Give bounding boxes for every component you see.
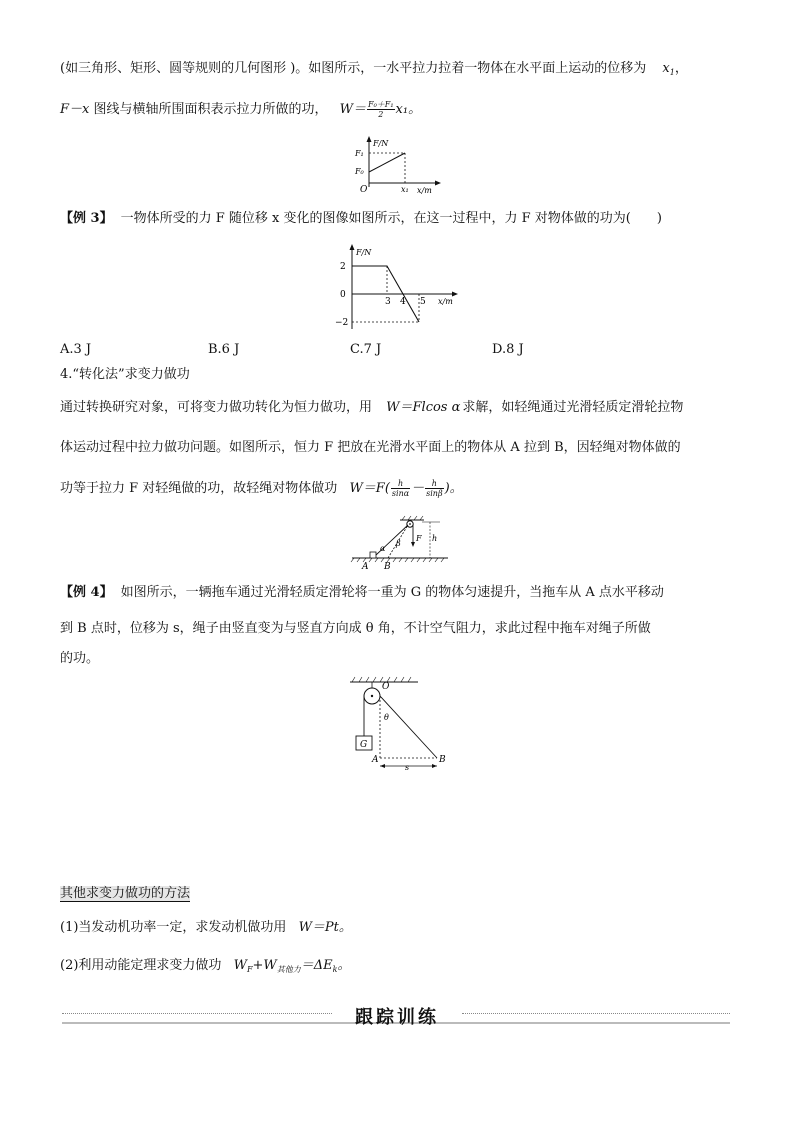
example3-line	[60, 210, 662, 228]
figure-pulley-tow	[342, 676, 454, 772]
fig4-label-O: O	[382, 682, 390, 692]
fig3-label-beta: β	[396, 539, 401, 548]
fig1-x-tick: x₁	[401, 185, 409, 194]
intro-line-2	[60, 100, 421, 119]
fig1-xlabel: x/m	[417, 186, 432, 195]
fig1-y-hi: F₁	[355, 149, 364, 158]
x1-var: $x_1$	[662, 61, 675, 77]
fig1-origin: O	[360, 185, 368, 195]
fig4-label-G: G	[360, 740, 368, 750]
method-1-formula: W＝Pt。	[298, 920, 352, 935]
fig2-xtick-4: 4	[400, 297, 406, 307]
punct: ，	[674, 61, 688, 76]
figure-force-linear	[345, 135, 445, 197]
method-1	[60, 919, 352, 937]
footer-section-title: 跟踪训练	[355, 1007, 439, 1028]
fig1-ylabel: F/N	[373, 139, 389, 148]
section4-title: 4.“转化法”求变力做功	[60, 367, 190, 382]
fig2-ytick-0: 0	[340, 290, 346, 300]
example3-tag: 【例 3】	[60, 211, 113, 226]
fig3-label-h: h	[432, 534, 438, 543]
fig2-ylabel: F/N	[356, 248, 372, 257]
example4-line-2: 到 B 点时，位移为 s，绳子由竖直变为与竖直方向成 θ 角，不计空气阻力，求此过程中拖车对绳子所做	[60, 621, 651, 636]
example4-text-1: 如图所示，一辆拖车通过光滑轻质定滑轮将一重为 G 的物体匀速提升，当拖车从 A 点水平移动	[120, 585, 664, 600]
fig4-label-A: A	[372, 755, 379, 765]
section4-text-1b: 求解，如轻绳通过光滑轻质定滑轮拉物	[462, 400, 684, 415]
method-1-text: (1)当发动机功率一定，求发动机做功用	[60, 920, 287, 935]
option-b[interactable]: B.6 J	[208, 342, 240, 357]
option-d[interactable]: D.8 J	[492, 342, 524, 357]
fig4-label-s: s	[405, 763, 410, 772]
fig3-label-B: B	[384, 562, 391, 570]
fig2-ytick-2: 2	[340, 262, 346, 272]
intro-text-1: (如三角形、矩形、圆等规则的几何图形 )。如图所示，一水平拉力拉着一物体在水平面上运动的位移为	[60, 61, 647, 76]
fig4-label-B: B	[439, 755, 446, 765]
fig2-xlabel: x/m	[438, 297, 453, 306]
intro-text-2: 图线与横轴所围面积表示拉力所做的功，	[89, 102, 328, 117]
work-formula: W＝ $\frac{\text{F₀＋F₁}}{2}$ x₁。	[339, 100, 422, 119]
method-2-text: (2)利用动能定理求变力做功	[60, 958, 222, 973]
fig3-label-A: A	[362, 562, 369, 570]
fig3-label-F: F	[416, 534, 422, 543]
fig1-y-lo: F₀	[355, 167, 364, 176]
section4-line-3	[60, 479, 463, 498]
example4-line-1	[60, 584, 664, 602]
fig2-xtick-3: 3	[385, 297, 391, 307]
fig4-label-theta: θ	[384, 713, 389, 722]
figure-force-piecewise	[332, 243, 472, 335]
option-a[interactable]: A.3 J	[60, 342, 92, 357]
fig3-label-alpha: α	[380, 544, 386, 553]
fx-label: F－x	[60, 102, 90, 117]
section4-line-1	[60, 399, 683, 417]
other-methods-heading: 其他求变力做功的方法	[60, 886, 191, 901]
fig2-xtick-5: 5	[420, 297, 426, 307]
section4-text-1a: 通过转换研究对象，可将变力做功转化为恒力做功，用	[60, 400, 373, 415]
rope-work-formula: W＝F( $\frac{h}{\sin\alpha}$ － $\frac{h}{\sin\beta}$ )。	[349, 479, 463, 498]
example4-line-3: 的功。	[60, 651, 100, 666]
work-constant-formula: W＝Flcos α	[386, 400, 461, 415]
fig2-ytick-neg2: −2	[335, 318, 349, 328]
other-methods-title	[60, 885, 190, 903]
section4-text-3: 功等于拉力 F 对轻绳做的功，故轻绳对物体做功	[60, 481, 338, 496]
figure-pulley-incline	[350, 514, 452, 570]
intro-line-1	[60, 60, 688, 82]
example3-text: 一物体所受的力 F 随位移 x 变化的图像如图所示，在这一过程中，力 F 对物体做的功为( )	[120, 211, 662, 226]
option-c[interactable]: C.7 J	[350, 342, 382, 357]
method-2	[60, 957, 351, 979]
section4-line-2: 体运动过程中拉力做功问题。如图所示，恒力 F 把放在光滑水平面上的物体从 A 拉到 B，因轻绳对物体做的	[60, 440, 681, 455]
method-2-formula: $W_F+W_{其他力}=\Delta E_k$。	[233, 958, 351, 974]
example4-tag: 【例 4】	[60, 585, 113, 600]
